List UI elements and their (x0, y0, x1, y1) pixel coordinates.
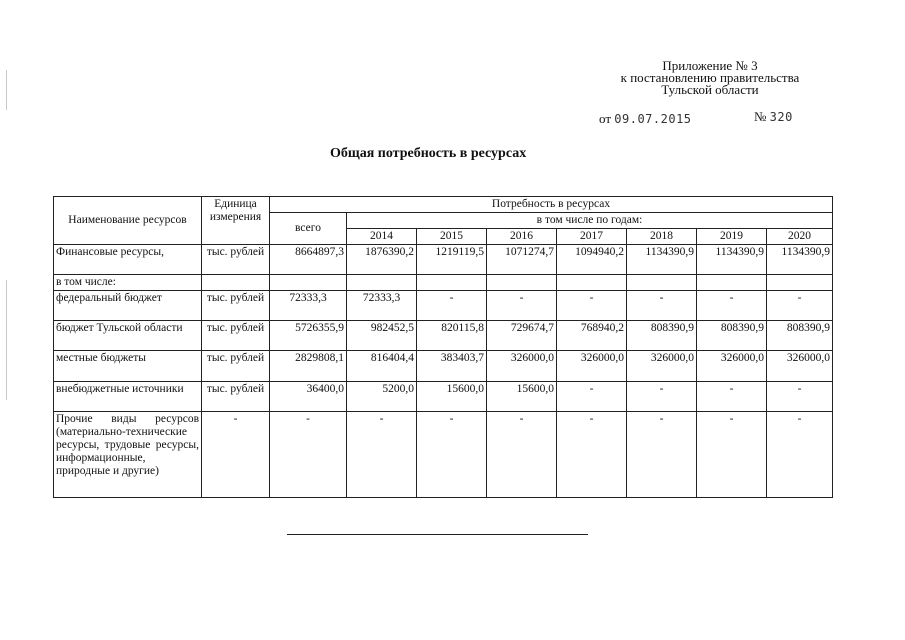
row-value: - (487, 412, 557, 498)
row-value: 808390,9 (697, 321, 767, 351)
appendix-region: Тульской области (661, 82, 759, 97)
row-value: - (697, 412, 767, 498)
row-name: бюджет Тульской области (54, 321, 202, 351)
header-row-1 (54, 197, 833, 213)
row-value: 326000,0 (627, 351, 697, 382)
row-value: 15600,0 (487, 382, 557, 412)
row-value: 768940,2 (557, 321, 627, 351)
year-header: 2020 (767, 229, 833, 245)
row-total: 5726355,9 (270, 321, 347, 351)
row-name: федеральный бюджет (54, 291, 202, 321)
row-value: 808390,9 (767, 321, 833, 351)
header-total: всего (270, 213, 347, 245)
row-unit: тыс. рублей (202, 382, 270, 412)
row-value: 383403,7 (417, 351, 487, 382)
decree-number-line (754, 109, 793, 125)
row-name: в том числе: (54, 275, 202, 291)
row-unit: тыс. рублей (202, 351, 270, 382)
row-total: 2829808,1 (270, 351, 347, 382)
header-name: Наименование ресурсов (54, 197, 202, 245)
end-rule (287, 534, 588, 535)
row-unit: - (202, 412, 270, 498)
row-value: - (417, 412, 487, 498)
row-value: - (487, 291, 557, 321)
appendix-resolution: к постановлению правительства (620, 70, 800, 85)
row-value: 326000,0 (487, 351, 557, 382)
header-by-years: в том числе по годам: (347, 213, 833, 229)
row-value: - (627, 412, 697, 498)
row-unit: тыс. рублей (202, 245, 270, 275)
decree-date: 09.07.2015 (614, 112, 692, 126)
row-value: - (767, 412, 833, 498)
row-value: 816404,4 (347, 351, 417, 382)
row-value: - (767, 291, 833, 321)
year-header: 2019 (697, 229, 767, 245)
scan-edge-mark (6, 70, 7, 110)
year-header: 2016 (487, 229, 557, 245)
row-value: 1876390,2 (347, 245, 417, 275)
row-value: - (627, 291, 697, 321)
table-row (54, 245, 833, 275)
row-value: 1071274,7 (487, 245, 557, 275)
appendix-header (560, 60, 860, 96)
row-value: 808390,9 (627, 321, 697, 351)
row-value: - (557, 412, 627, 498)
row-total: - (270, 412, 347, 498)
row-value: - (697, 291, 767, 321)
row-value: 326000,0 (557, 351, 627, 382)
row-unit: тыс. рублей (202, 291, 270, 321)
row-total: 72333,3 (270, 291, 347, 321)
row-value: 72333,3 (347, 291, 417, 321)
date-prefix: от (599, 111, 612, 126)
row-name: Прочие виды ресурсов (материально-технические ресурсы, трудовые ресурсы, информационные, природные и другие) (54, 412, 202, 498)
year-header: 2015 (417, 229, 487, 245)
row-unit: тыс. рублей (202, 321, 270, 351)
decree-date-line (599, 111, 692, 127)
table-row (54, 321, 833, 351)
table-row (54, 412, 833, 498)
row-value: - (557, 382, 627, 412)
row-value: - (347, 412, 417, 498)
row-value: - (417, 291, 487, 321)
row-value: 982452,5 (347, 321, 417, 351)
row-value: 5200,0 (347, 382, 417, 412)
row-value: 326000,0 (697, 351, 767, 382)
row-value: 1134390,9 (767, 245, 833, 275)
row-total: 8664897,3 (270, 245, 347, 275)
year-header: 2017 (557, 229, 627, 245)
row-name: внебюджетные источники (54, 382, 202, 412)
row-value: - (697, 382, 767, 412)
table-row (54, 351, 833, 382)
row-value: 820115,8 (417, 321, 487, 351)
table-row (54, 291, 833, 321)
row-value: 326000,0 (767, 351, 833, 382)
header-need: Потребность в ресурсах (270, 197, 833, 213)
row-total: 36400,0 (270, 382, 347, 412)
row-value: - (557, 291, 627, 321)
table-row (54, 275, 833, 291)
decree-number: 320 (769, 110, 793, 124)
row-value: - (767, 382, 833, 412)
row-name: местные бюджеты (54, 351, 202, 382)
row-value: 1094940,2 (557, 245, 627, 275)
row-value: 15600,0 (417, 382, 487, 412)
year-header: 2018 (627, 229, 697, 245)
appendix-number: Приложение № 3 (662, 58, 758, 73)
row-value: - (627, 382, 697, 412)
scan-edge-mark (6, 280, 7, 400)
number-prefix: № (754, 109, 767, 124)
table-row (54, 382, 833, 412)
resources-table (53, 196, 833, 498)
row-name: Финансовые ресурсы, (54, 245, 202, 275)
row-value: 1134390,9 (697, 245, 767, 275)
page-title: Общая потребность в ресурсах (330, 146, 527, 161)
row-value: 1134390,9 (627, 245, 697, 275)
row-value: 729674,7 (487, 321, 557, 351)
header-unit: Единица измерения (202, 197, 270, 245)
row-value: 1219119,5 (417, 245, 487, 275)
year-header: 2014 (347, 229, 417, 245)
